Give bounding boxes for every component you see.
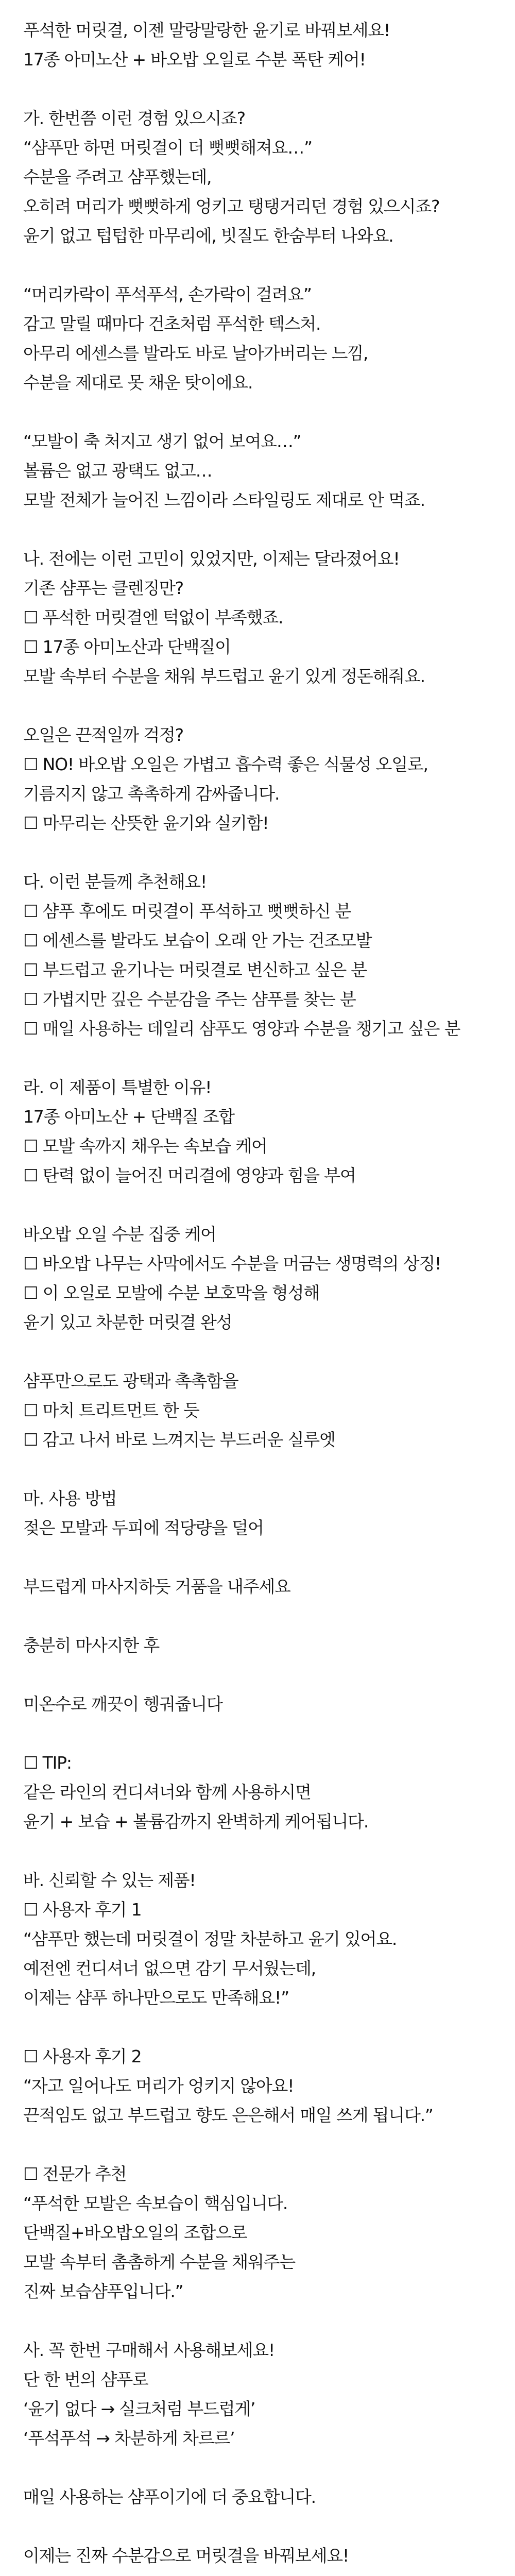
paragraph-gap — [23, 1337, 515, 1366]
paragraph-gap — [23, 1719, 515, 1748]
text-line: ☐ 17종 아미노산과 단백질이 — [23, 637, 231, 657]
text-line: 진짜 보습샴푸입니다.” — [23, 2281, 183, 2301]
text-line: ☐ 감고 나서 바로 느껴지는 부드러운 실루엣 — [23, 1430, 335, 1450]
text-line: ☐ 마치 트리트먼트 한 듯 — [23, 1400, 199, 1420]
text-line: “자고 일어나도 머리가 엉키지 않아요! — [23, 2076, 294, 2096]
paragraph-gap — [23, 1543, 515, 1572]
text-line: ☐ 푸석한 머릿결엔 턱없이 부족했죠. — [23, 607, 283, 628]
text-line: “샴푸만 했는데 머릿결이 정말 차분하고 윤기 있어요. — [23, 1929, 397, 1949]
text-line: 나. 전에는 이런 고민이 있었지만, 이제는 달라졌어요! — [23, 549, 400, 569]
paragraph-gap — [23, 1601, 515, 1631]
text-line: 오일은 끈적일까 걱정? — [23, 725, 183, 745]
text-line: ☐ 마무리는 산뜻한 윤기와 실키함! — [23, 813, 269, 833]
text-line: 마. 사용 방법 — [23, 1488, 117, 1509]
text-line: 감고 말릴 때마다 건초처럼 푸석한 텍스처. — [23, 314, 321, 334]
text-line: 미온수로 깨끗이 헹궈줍니다 — [23, 1694, 222, 1714]
text-line: 푸석한 머릿결, 이젠 말랑말랑한 윤기로 바꿔보세요! — [23, 20, 390, 40]
text-line: 바오밥 오일 수분 집중 케어 — [23, 1224, 216, 1244]
text-line: 볼륨은 없고 광택도 없고… — [23, 461, 212, 481]
paragraph-gap — [23, 1836, 515, 1866]
text-line: 윤기 없고 텁텁한 마무리에, 빗질도 한숨부터 나와요. — [23, 226, 393, 246]
paragraph-gap — [23, 397, 515, 427]
paragraph-gap — [23, 1660, 515, 1689]
paragraph-gap — [23, 2512, 515, 2541]
paragraph-gap — [23, 2012, 515, 2042]
text-line: 단 한 번의 샴푸로 — [23, 2369, 148, 2389]
text-line: ☐ 모발 속까지 채우는 속보습 케어 — [23, 1136, 267, 1156]
text-line: 예전엔 컨디셔너 없으면 감기 무서웠는데, — [23, 1958, 316, 1978]
text-line: “푸석한 모발은 속보습이 핵심입니다. — [23, 2193, 288, 2213]
text-line: “모발이 축 처지고 생기 없어 보여요…” — [23, 431, 301, 451]
text-line: 이제는 진짜 수분감으로 머릿결을 바꿔보세요! — [23, 2546, 349, 2566]
text-line: 이제는 샴푸 하나만으로도 만족해요!” — [23, 1988, 289, 2008]
text-line: 단백질+바오밥오일의 조합으로 — [23, 2223, 247, 2243]
text-line: 라. 이 제품이 특별한 이유! — [23, 1077, 212, 1097]
text-line: 윤기 + 보습 + 볼륨감까지 완벽하게 케어됩니다. — [23, 1811, 369, 1832]
text-line: 사. 꼭 한번 구매해서 사용해보세요! — [23, 2340, 274, 2360]
text-line: ☐ 매일 사용하는 데일리 샴푸도 영양과 수분을 챙기고 싶은 분 — [23, 1019, 460, 1039]
text-line: ☐ 샴푸 후에도 머릿결이 푸석하고 뻣뻣하신 분 — [23, 901, 351, 921]
text-line: 다. 이런 분들께 추천해요! — [23, 872, 207, 892]
text-line: ☐ 가볍지만 깊은 수분감을 주는 샴푸를 찾는 분 — [23, 989, 356, 1009]
text-line: “샴푸만 하면 머릿결이 더 뻣뻣해져요…” — [23, 138, 312, 158]
paragraph-gap — [23, 515, 515, 544]
text-line: 수분을 제대로 못 채운 탓이에요. — [23, 372, 253, 393]
text-line: 모발 속부터 촘촘하게 수분을 채워주는 — [23, 2252, 296, 2272]
paragraph-gap — [23, 250, 515, 280]
text-line: 끈적임도 없고 부드럽고 향도 은은해서 매일 쓰게 됩니다.” — [23, 2105, 433, 2125]
paragraph-gap — [23, 2453, 515, 2482]
paragraph-gap — [23, 838, 515, 867]
text-line: 바. 신뢰할 수 있는 제품! — [23, 1870, 196, 1890]
text-line: 모발 전체가 늘어진 느낌이라 스타일링도 제대로 안 먹죠. — [23, 490, 425, 510]
text-line: ‘푸석푸석 → 차분하게 차르르’ — [23, 2428, 235, 2448]
text-line: ☐ 부드럽고 윤기나는 머릿결로 변신하고 싶은 분 — [23, 960, 367, 980]
text-line: 젖은 모발과 두피에 적당량을 덜어 — [23, 1518, 264, 1538]
text-line: 기존 샴푸는 클렌징만? — [23, 578, 183, 598]
paragraph-gap — [23, 2130, 515, 2159]
text-line: ☐ 탄력 없이 늘어진 머리결에 영양과 힘을 부여 — [23, 1165, 356, 1185]
text-line: ☐ NO! 바오밥 오일은 가볍고 흡수력 좋은 식물성 오일로, — [23, 754, 428, 774]
text-line: ☐ 전문가 추천 — [23, 2164, 127, 2184]
text-line: 충분히 마사지한 후 — [23, 1635, 160, 1655]
text-line: ☐ 이 오일로 모발에 수분 보호막을 형성해 — [23, 1283, 319, 1303]
text-line: 부드럽게 마사지하듯 거품을 내주세요 — [23, 1577, 290, 1597]
text-line: ☐ TIP: — [23, 1753, 72, 1773]
text-line: 매일 사용하는 샴푸이기에 더 중요합니다. — [23, 2487, 316, 2507]
text-line: ☐ 에센스를 발라도 보습이 오래 안 가는 건조모발 — [23, 930, 372, 951]
text-line: ‘윤기 없다 → 실크처럼 부드럽게’ — [23, 2399, 255, 2419]
paragraph-gap — [23, 2306, 515, 2335]
text-line: ☐ 바오밥 나무는 사막에서도 수분을 머금는 생명력의 상징! — [23, 1253, 441, 1274]
text-line: 오히려 머리가 뻣뻣하게 엉키고 탱탱거리던 경험 있으시죠? — [23, 196, 440, 216]
text-line: 같은 라인의 컨디셔너와 함께 사용하시면 — [23, 1782, 311, 1802]
text-line: 모발 속부터 수분을 채워 부드럽고 윤기 있게 정돈해줘요. — [23, 666, 425, 686]
paragraph-gap — [23, 691, 515, 720]
text-line: 17종 아미노산 + 바오밥 오일로 수분 폭탄 케어! — [23, 49, 366, 70]
text-line: 윤기 있고 차분한 머릿결 완성 — [23, 1312, 232, 1332]
paragraph-gap — [23, 1043, 515, 1073]
text-line: “머리카락이 푸석푸석, 손가락이 걸려요” — [23, 284, 312, 304]
text-line: ☐ 사용자 후기 1 — [23, 1900, 142, 1920]
text-line: 수분을 주려고 샴푸했는데, — [23, 167, 212, 187]
text-line: ☐ 사용자 후기 2 — [23, 2046, 142, 2066]
text-line: 샴푸만으로도 광택과 촉촉함을 — [23, 1371, 238, 1391]
paragraph-gap — [23, 2570, 515, 2576]
text-line: 17종 아미노산 + 단백질 조합 — [23, 1107, 234, 1127]
paragraph-gap — [23, 74, 515, 104]
paragraph-gap — [23, 1190, 515, 1219]
paragraph-gap — [23, 1454, 515, 1484]
text-line: 기름지지 않고 촉촉하게 감싸줍니다. — [23, 784, 280, 804]
text-line: 가. 한번쯤 이런 경험 있으시죠? — [23, 108, 245, 128]
text-line: 아무리 에센스를 발라도 바로 날아가버리는 느낌, — [23, 343, 368, 363]
